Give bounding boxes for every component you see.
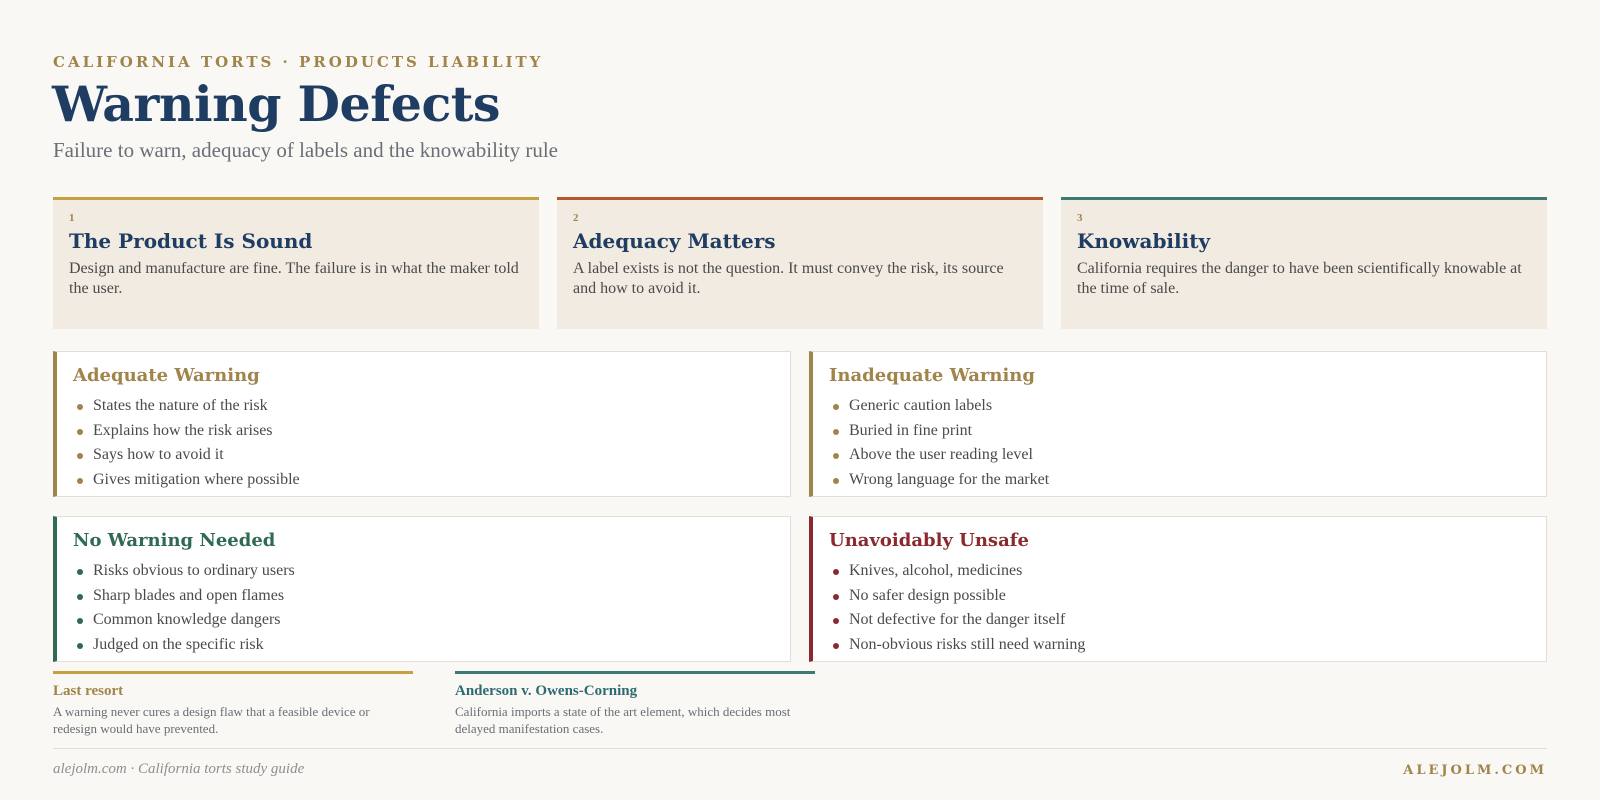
card-title: Adequacy Matters [573, 229, 776, 253]
card-number: 2 [573, 212, 579, 224]
note-title: Last resort [53, 683, 124, 699]
panel-list [73, 559, 774, 657]
list-item: Sharp blades and open flames [73, 584, 774, 609]
panel-list [73, 394, 774, 492]
list-item: Says how to avoid it [73, 443, 774, 468]
list-item: States the nature of the risk [73, 394, 774, 419]
panel-title: No Warning Needed [73, 530, 276, 551]
card-title: The Product Is Sound [69, 229, 313, 253]
panel-list [829, 559, 1530, 657]
note-body: A warning never cures a design flaw that a feasible device or redesign would have prevented. [53, 704, 370, 736]
page-title: Warning Defects [52, 75, 500, 133]
card-title: Knowability [1077, 229, 1211, 253]
note-anderson-case [455, 671, 815, 737]
card-knowability [1061, 197, 1547, 329]
list-item: Judged on the specific risk [73, 633, 774, 658]
note-title: Anderson v. Owens-Corning [455, 683, 638, 699]
card-number: 3 [1077, 212, 1083, 224]
list-item: Above the user reading level [829, 443, 1530, 468]
panel-unavoidably-unsafe [809, 516, 1547, 662]
card-number: 1 [69, 212, 75, 224]
key-points [53, 197, 1547, 329]
list-item: Explains how the risk arises [73, 419, 774, 444]
page-kicker: CALIFORNIA TORTS · PRODUCTS LIABILITY [53, 53, 544, 71]
list-item: Gives mitigation where possible [73, 468, 774, 493]
card-body: California requires the danger to have been scientifically knowable at the time of sale. [1077, 260, 1522, 297]
list-item: Common knowledge dangers [73, 608, 774, 633]
panel-title: Inadequate Warning [829, 365, 1035, 386]
note-last-resort [53, 671, 413, 737]
list-item: Knives, alcohol, medicines [829, 559, 1530, 584]
list-item: No safer design possible [829, 584, 1530, 609]
footer-divider [53, 748, 1547, 749]
card-adequacy [557, 197, 1043, 329]
list-item: Generic caution labels [829, 394, 1530, 419]
list-item: Risks obvious to ordinary users [73, 559, 774, 584]
panel-adequate-warning [53, 351, 791, 497]
list-item: Buried in fine print [829, 419, 1530, 444]
card-body: Design and manufacture are fine. The failure is in what the maker told the user. [69, 260, 519, 297]
panel-no-warning-needed [53, 516, 791, 662]
card-body: A label exists is not the question. It must convey the risk, its source and how to avoid it. [573, 260, 1004, 297]
list-item: Non-obvious risks still need warning [829, 633, 1530, 658]
page-subtitle: Failure to warn, adequacy of labels and the knowability rule [53, 138, 559, 162]
list-item: Not defective for the danger itself [829, 608, 1530, 633]
list-item: Wrong language for the market [829, 468, 1530, 493]
card-product-sound [53, 197, 539, 329]
panel-inadequate-warning [809, 351, 1547, 497]
footer-brand: ALEJOLM.COM [1403, 763, 1547, 778]
panel-title: Adequate Warning [73, 365, 260, 386]
footer-credit: alejolm.com · California torts study guide [53, 761, 305, 777]
note-body: California imports a state of the art element, which decides most delayed manifestation cases. [455, 704, 791, 736]
panel-list [829, 394, 1530, 492]
panel-title: Unavoidably Unsafe [829, 530, 1029, 551]
